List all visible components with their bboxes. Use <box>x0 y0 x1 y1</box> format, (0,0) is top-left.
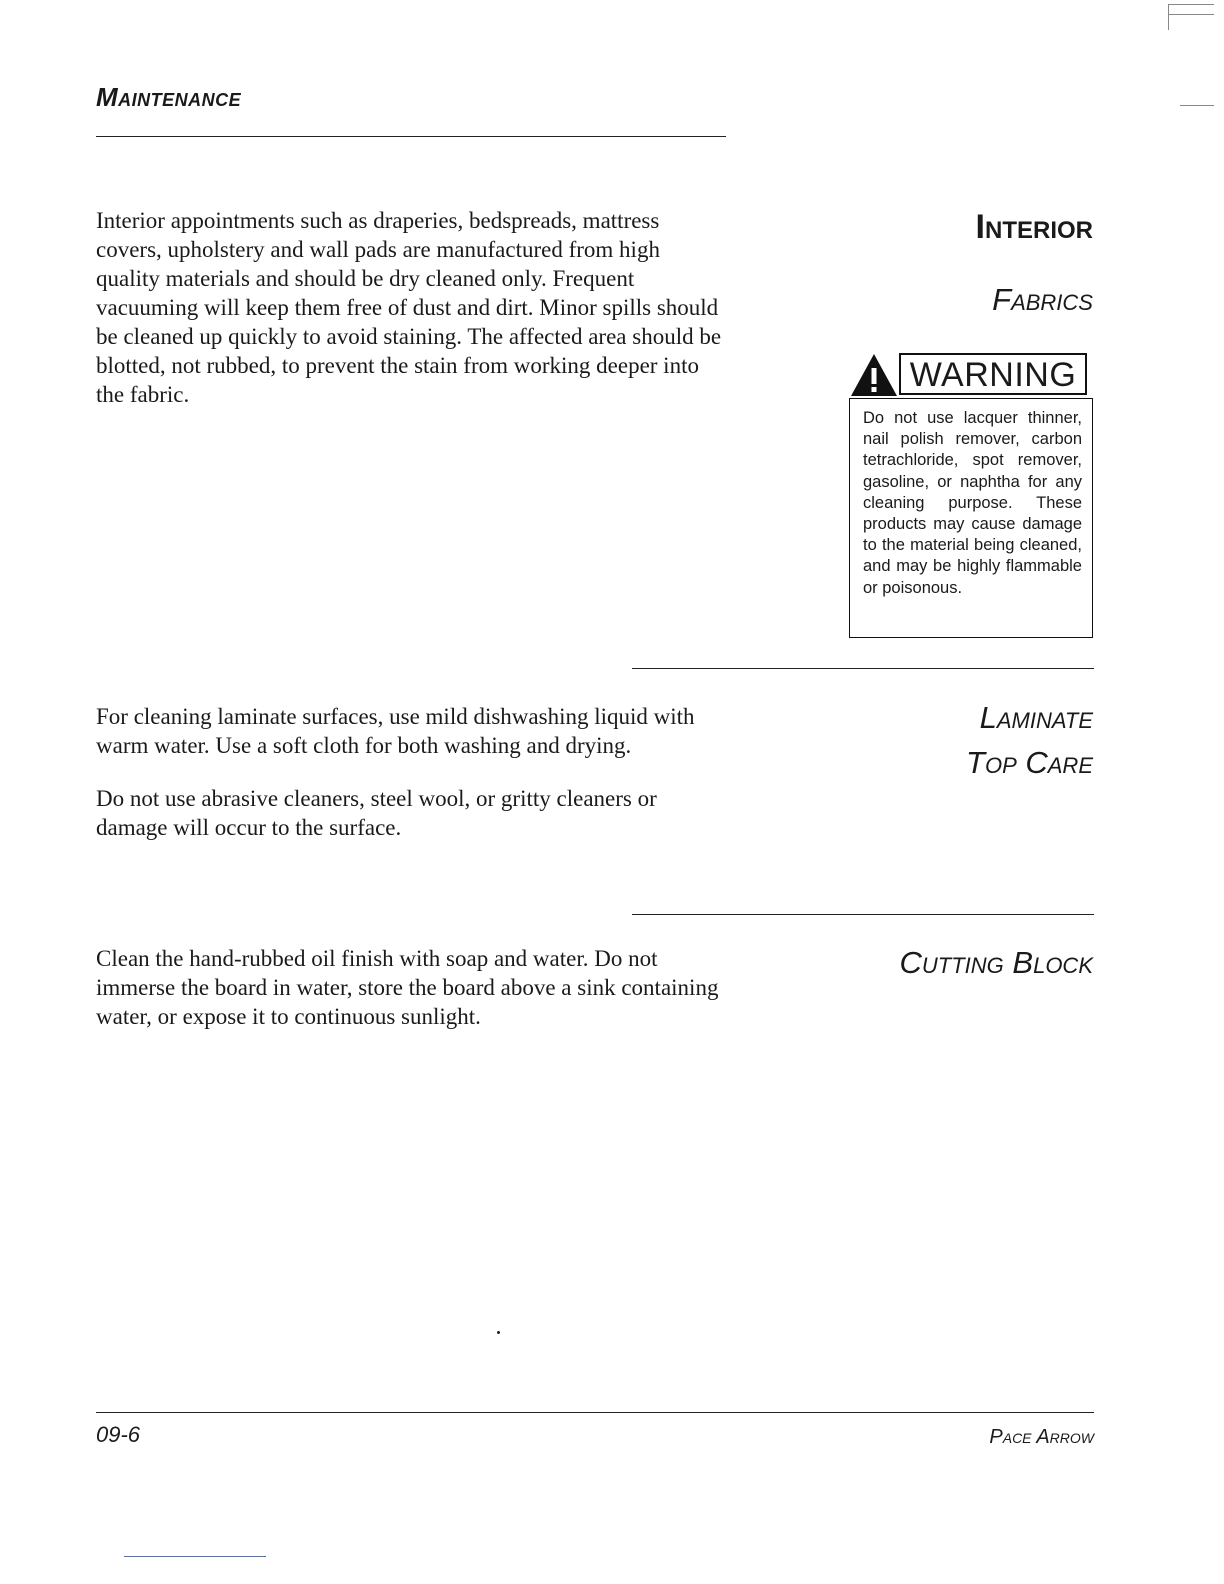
interior-body <box>96 206 726 409</box>
fabrics-subheading: Fabrics <box>992 282 1093 317</box>
scan-artifact-mark <box>497 1331 500 1334</box>
section-divider-laminate <box>632 668 1094 669</box>
warning-triangle-icon <box>849 352 899 398</box>
laminate-paragraph-1: For cleaning laminate surfaces, use mild dishwashing liquid with warm water. Use a soft cloth for both washing and drying. <box>96 704 695 758</box>
warning-title-row <box>849 350 1093 398</box>
warning-box <box>849 350 1093 638</box>
warning-text: Do not use lacquer thinner, nail polish remover, carbon tetrachloride, spot remover, gasoline, or naphtha for any cleaning purpose. These products may cause damage to the material being cleaned, and may be highly flammable or poisonous. <box>849 398 1093 638</box>
scan-artifact-mark <box>1180 105 1214 106</box>
header-rule <box>96 136 726 137</box>
laminate-heading-line2: Top Care <box>966 745 1093 780</box>
interior-heading: Interior <box>975 208 1093 246</box>
cutting-block-body <box>96 944 726 1031</box>
cutting-block-paragraph: Clean the hand-rubbed oil finish with soap and water. Do not immerse the board in water, store the board above a sink containing water, or expose it to continuous sunlight. <box>96 946 719 1029</box>
scan-artifact-line <box>124 1556 266 1557</box>
scan-artifact-mark <box>1168 4 1169 30</box>
scan-artifact-mark <box>1168 14 1214 15</box>
laminate-heading-line1: Laminate <box>979 700 1093 735</box>
interior-paragraph: Interior appointments such as draperies, bedspreads, mattress covers, upholstery and wall pads are manufactured from high quality materials and should be dry cleaned only. Frequent vacuuming will keep them free of dust and dirt. Minor spills should be cleaned up quickly to avoid staining. The affected area should be blotted, not rubbed, to prevent the stain from working deeper into the fabric. <box>96 208 722 407</box>
section-divider-cutting-block <box>632 914 1094 915</box>
footer-rule <box>96 1412 1094 1413</box>
laminate-paragraph-2: Do not use abrasive cleaners, steel wool, or gritty cleaners or damage will occur to the surface. <box>96 786 657 840</box>
page-number: 09-6 <box>96 1422 141 1447</box>
product-name: Pace Arrow <box>989 1426 1094 1448</box>
cutting-block-heading: Cutting Block <box>899 945 1093 980</box>
section-header: Maintenance <box>96 82 242 112</box>
laminate-body <box>96 702 726 842</box>
scan-artifact-mark <box>1168 4 1214 5</box>
warning-label: WARNING <box>899 353 1087 395</box>
